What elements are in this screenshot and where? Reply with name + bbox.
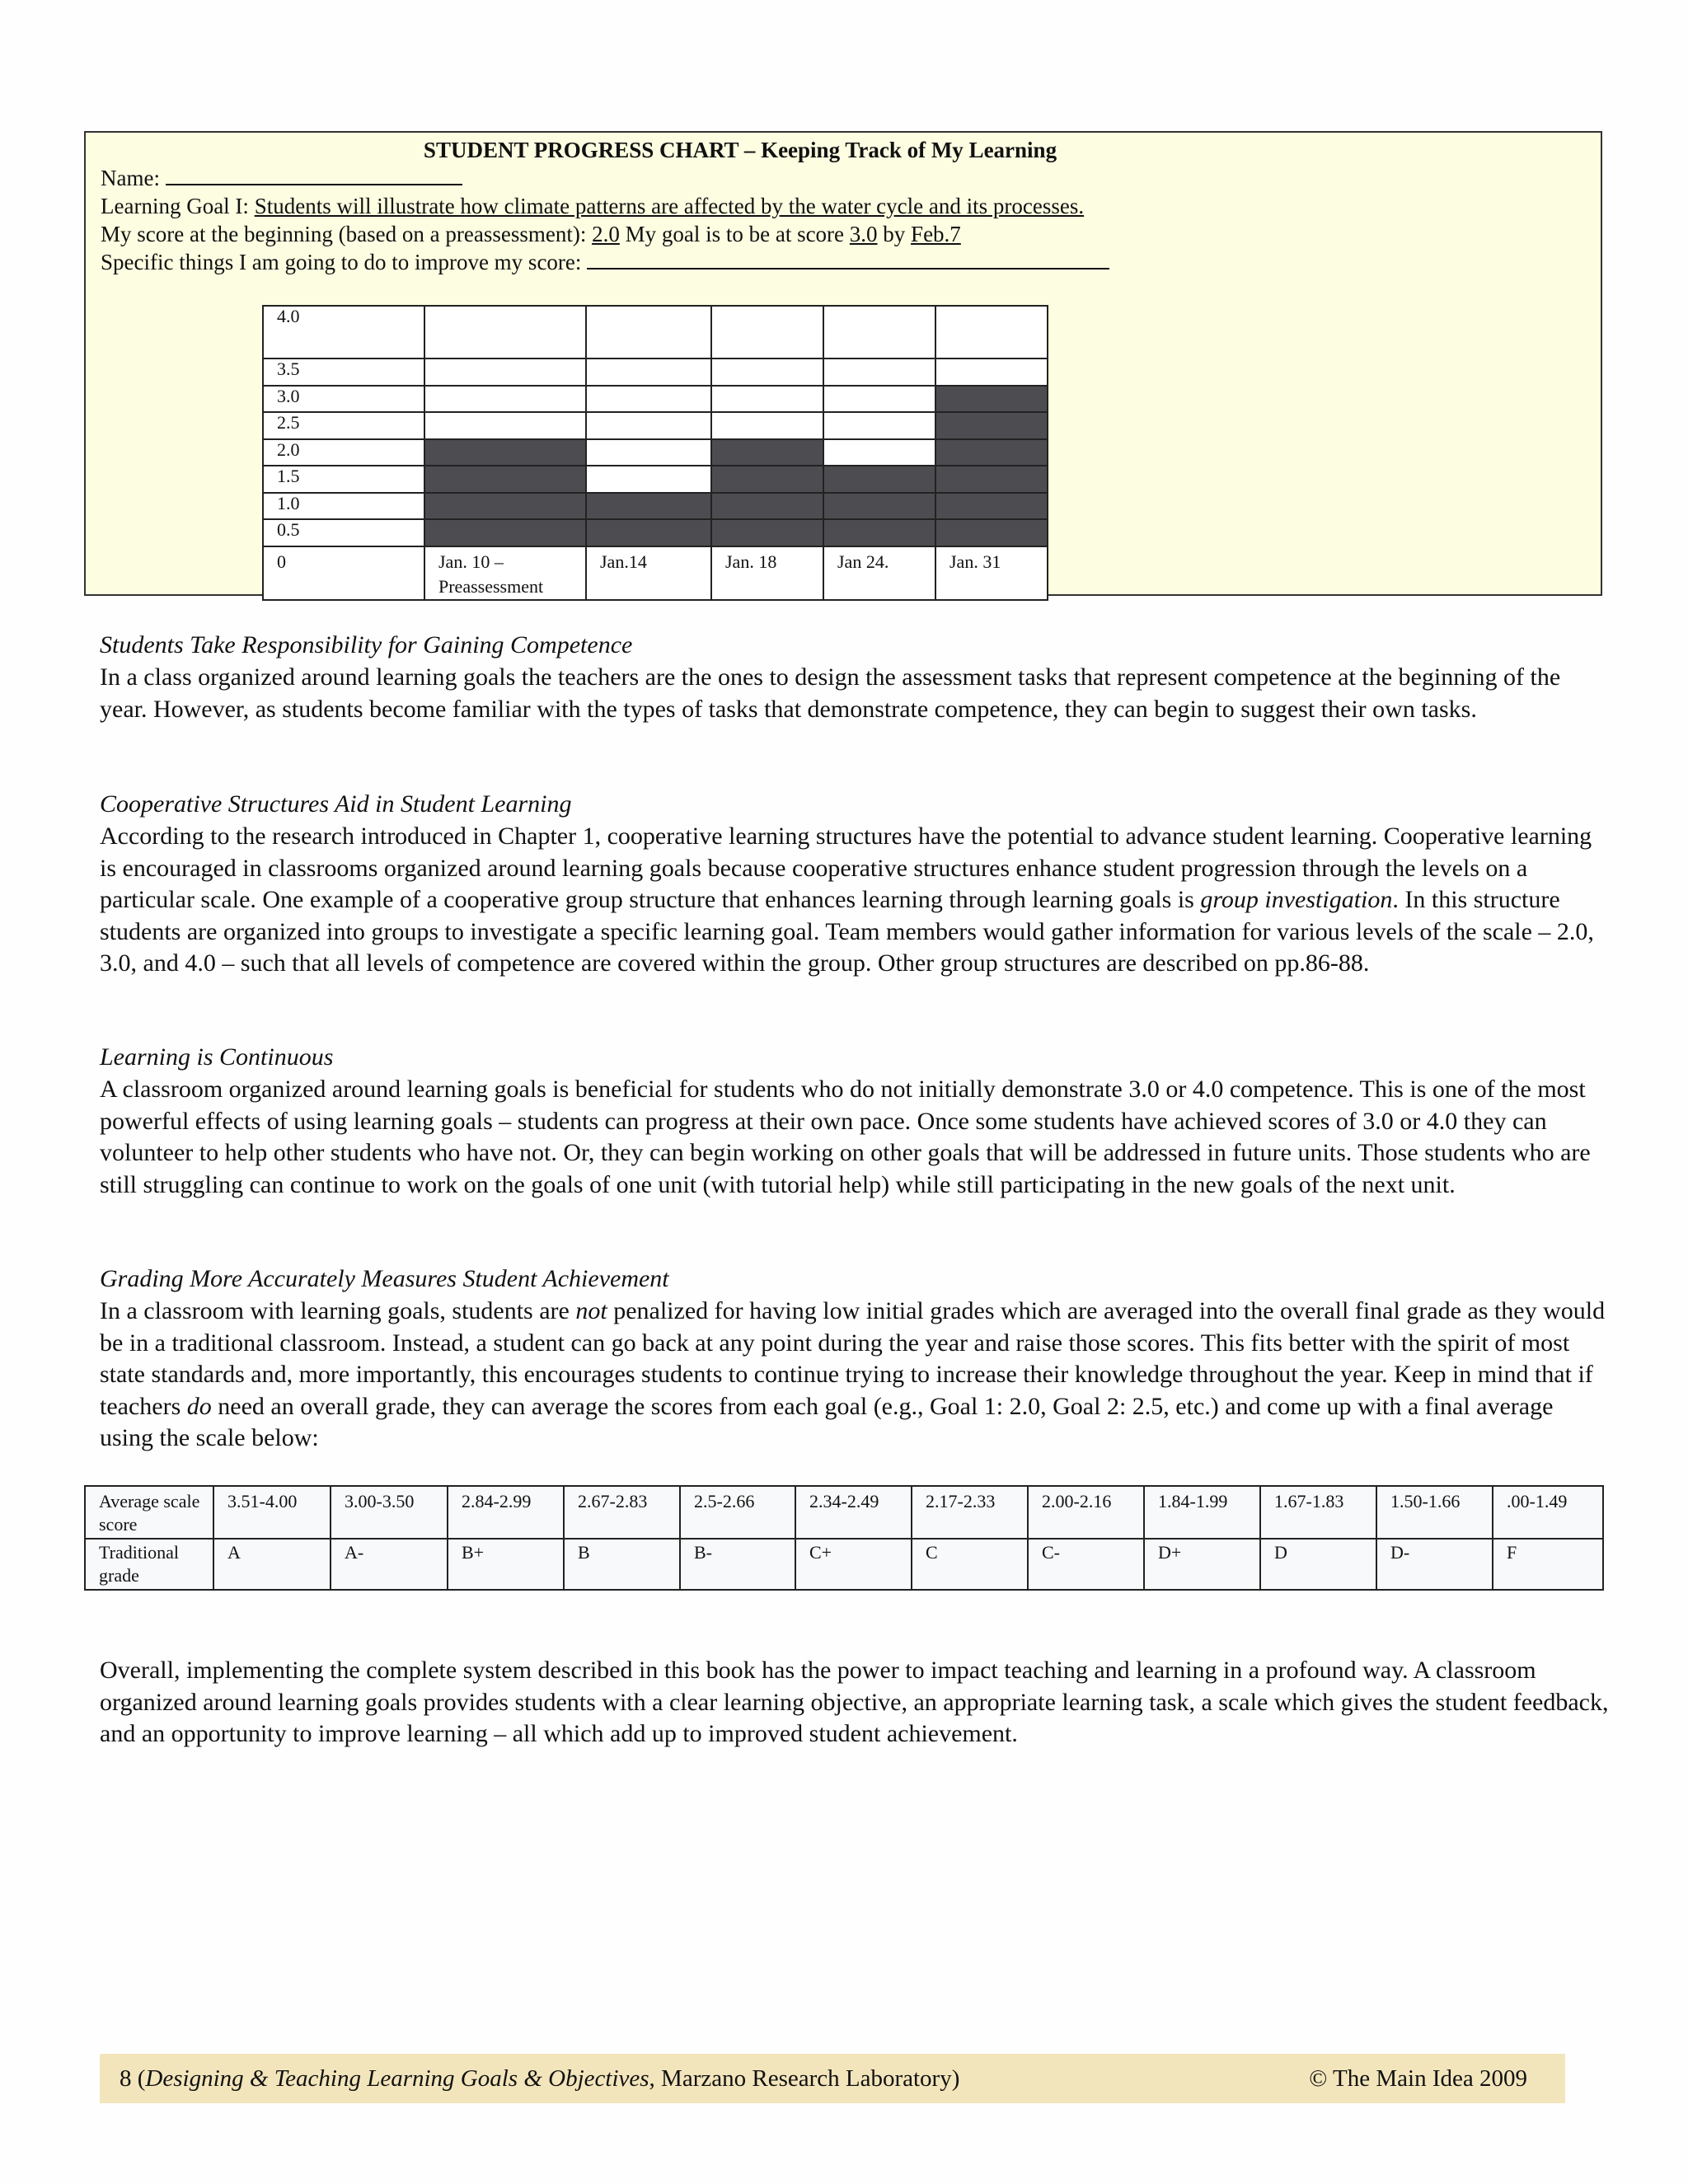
grade-cell: D+: [1144, 1539, 1260, 1590]
emphasis-text: do: [186, 1392, 212, 1420]
grid-cell: [586, 466, 711, 493]
score-range-cell: .00-1.49: [1493, 1486, 1603, 1539]
grid-cell: [823, 306, 935, 359]
score-range-cell: 3.00-3.50: [331, 1486, 448, 1539]
grade-cell: B: [564, 1539, 680, 1590]
score-range-cell: 1.67-1.83: [1260, 1486, 1376, 1539]
scale-label: 0.5: [263, 519, 424, 546]
scale-label: 0: [263, 546, 424, 600]
table-row: [85, 1486, 1603, 1539]
grade-cell: B-: [680, 1539, 795, 1590]
grid-cell: [823, 412, 935, 439]
grid-cell: [586, 359, 711, 386]
grid-row: [263, 412, 1048, 439]
section-heading: Students Take Responsibility for Gaining Competence: [100, 631, 633, 658]
grid-cell: [424, 386, 586, 412]
grade-cell: C: [912, 1539, 1028, 1590]
grade-cell: F: [1493, 1539, 1603, 1590]
grade-cell: D: [1260, 1539, 1376, 1590]
beginning-score: 2.0: [592, 222, 620, 246]
section-body: In a classroom with learning goals, students are not penalized for having low initial grades which are averaged into the overall final grade as they would be in a traditional classroom. Instead, a student can go back at any point during the year and raise those scores. This fits better with the spirit of most state standards and, more importantly, this encourages students to continue trying to increase their knowledge throughout the year. Keep in mind that if teachers do need an overall grade, they can average the scores from each goal (e.g., Goal 1: 2.0, Goal 2: 2.5, etc.) and come up with a final average using the scale below:: [100, 1297, 1606, 1451]
progress-bar-segment: [424, 493, 586, 519]
grid-cell: [823, 439, 935, 466]
progress-bar-segment: [935, 466, 1048, 493]
table-row: [85, 1539, 1603, 1590]
score-range-cell: 2.84-2.99: [448, 1486, 564, 1539]
date-label: Jan. 31: [935, 546, 1048, 600]
footer-citation: 8 (Designing & Teaching Learning Goals & Objectives, Marzano Research Laboratory): [120, 2065, 960, 2092]
name-blank: [166, 164, 462, 185]
scale-label: 4.0: [263, 306, 424, 359]
date-label: Jan 24.: [823, 546, 935, 600]
grid-cell: [586, 306, 711, 359]
grid-cell: [823, 359, 935, 386]
grid-cell: [586, 412, 711, 439]
progress-bar-segment: [424, 466, 586, 493]
progress-bar-segment: [711, 519, 823, 546]
progress-bar-segment: [424, 439, 586, 466]
section-heading: Learning is Continuous: [100, 1043, 334, 1071]
section-heading: Cooperative Structures Aid in Student Learning: [100, 790, 572, 818]
progress-bar-segment: [424, 519, 586, 546]
row-header: Traditional grade: [85, 1539, 213, 1590]
progress-bar-segment: [711, 439, 823, 466]
date-label: Jan.14: [586, 546, 711, 600]
progress-bar-segment: [935, 519, 1048, 546]
date-label: Jan. 18: [711, 546, 823, 600]
section-body: According to the research introduced in Chapter 1, cooperative learning structures have the potential to advance student learning. Cooperative learning is encouraged in classrooms organized around learning goals because cooperative structures enhance student progression through the levels on a particular scale. One example of a cooperative group structure that enhances learning through learning goals is group investigation. In this structure students are organized into groups to investigate a specific learning goal. Team members would gather information for various levels of the scale – 2.0, 3.0, and 4.0 – such that all levels of competence are covered within the group. Other group structures are described on pp.86-88.: [100, 823, 1594, 977]
grid-cell: [424, 306, 586, 359]
grid-row: [263, 493, 1048, 519]
grid-cell: [711, 386, 823, 412]
emphasis-text: not: [575, 1297, 607, 1324]
grid-cell: [586, 386, 711, 412]
grid-cell: [586, 439, 711, 466]
grade-cell: A: [213, 1539, 331, 1590]
score-line: My score at the beginning (based on a preassessment): 2.0 My goal is to be at score 3.0 by Feb.7: [101, 222, 961, 246]
section-heading: Grading More Accurately Measures Student Achievement: [100, 1265, 669, 1292]
grid-cell: [935, 306, 1048, 359]
footer-copyright: © The Main Idea 2009: [1309, 2065, 1527, 2092]
date-label: Jan. 10 – Preassessment: [424, 546, 586, 600]
progress-bar-segment: [711, 466, 823, 493]
grid-cell: [424, 359, 586, 386]
scale-label: 1.5: [263, 466, 424, 493]
score-range-cell: 1.84-1.99: [1144, 1486, 1260, 1539]
page-footer: [100, 2054, 1565, 2103]
grade-scale-table: [84, 1485, 1604, 1591]
chart-title: STUDENT PROGRESS CHART – Keeping Track of My Learning: [423, 138, 1057, 162]
progress-bar-segment: [935, 386, 1048, 412]
grid-cell: [935, 359, 1048, 386]
book-title: Designing & Teaching Learning Goals & Objectives: [145, 2065, 649, 2092]
grid-row: [263, 359, 1048, 386]
grid-row: [263, 546, 1048, 600]
grid-row: [263, 306, 1048, 359]
progress-bar-segment: [586, 519, 711, 546]
progress-bar-segment: [586, 493, 711, 519]
score-range-cell: 1.50-1.66: [1376, 1486, 1493, 1539]
learning-goal-line: Learning Goal I: Students will illustrate how climate patterns are affected by the water cycle and its processes.: [101, 194, 1085, 218]
grid-cell: [711, 359, 823, 386]
grade-cell: C+: [795, 1539, 912, 1590]
score-range-cell: 2.00-2.16: [1028, 1486, 1144, 1539]
progress-bar-segment: [935, 439, 1048, 466]
grid-cell: [711, 412, 823, 439]
learning-goal-text: Students will illustrate how climate patterns are affected by the water cycle and its processes.: [254, 194, 1085, 218]
improve-blank: [587, 248, 1109, 269]
goal-date: Feb.7: [911, 222, 961, 246]
grid-row: [263, 519, 1048, 546]
score-range-cell: 2.67-2.83: [564, 1486, 680, 1539]
score-range-cell: 2.17-2.33: [912, 1486, 1028, 1539]
page-number: 8: [120, 2065, 132, 2092]
score-range-cell: 2.34-2.49: [795, 1486, 912, 1539]
emphasis-text: group investigation: [1200, 886, 1393, 913]
grid-cell: [823, 386, 935, 412]
scale-label: 3.5: [263, 359, 424, 386]
progress-bar-segment: [711, 493, 823, 519]
progress-grid: [262, 305, 1048, 601]
progress-bar-segment: [935, 412, 1048, 439]
scale-label: 1.0: [263, 493, 424, 519]
grade-cell: C-: [1028, 1539, 1144, 1590]
progress-bar-segment: [935, 493, 1048, 519]
score-range-cell: 3.51-4.00: [213, 1486, 331, 1539]
grid-cell: [424, 412, 586, 439]
grade-cell: A-: [331, 1539, 448, 1590]
section-body: In a class organized around learning goals the teachers are the ones to design the assessment tasks that represent competence at the beginning of the year. However, as students become familiar with the types of tasks that demonstrate competence, they can begin to suggest their own tasks.: [100, 663, 1561, 723]
progress-bar-segment: [823, 466, 935, 493]
name-line: Name:: [101, 164, 462, 192]
grade-cell: D-: [1376, 1539, 1493, 1590]
scale-label: 2.5: [263, 412, 424, 439]
scale-label: 2.0: [263, 439, 424, 466]
progress-bar-segment: [823, 493, 935, 519]
grade-cell: B+: [448, 1539, 564, 1590]
progress-bar-segment: [823, 519, 935, 546]
scale-label: 3.0: [263, 386, 424, 412]
grid-row: [263, 466, 1048, 493]
score-range-cell: 2.5-2.66: [680, 1486, 795, 1539]
progress-chart-box: [84, 131, 1602, 596]
section-body: A classroom organized around learning goals is beneficial for students who do not initially demonstrate 3.0 or 4.0 competence. This is one of the most powerful effects of using learning goals – students can progress at their own pace. Once some students have achieved scores of 3.0 or 4.0 they can volunteer to help other students who have not. Or, they can begin working on other goals that will be addressed in future units. Those students who are still struggling can continue to work on the goals of one unit (with tutorial help) while still participating in the new goals of the next unit.: [100, 1076, 1591, 1198]
closing-paragraph: Overall, implementing the complete system described in this book has the power to impact teaching and learning in a profound way. A classroom organized around learning goals provides students with a clear learning objective, an appropriate learning task, a scale which gives the student feedback, and an opportunity to improve learning – all which add up to improved student achievement.: [100, 1657, 1609, 1747]
grid-row: [263, 386, 1048, 412]
goal-score: 3.0: [849, 222, 878, 246]
grid-row: [263, 439, 1048, 466]
row-header: Average scale score: [85, 1486, 213, 1539]
grid-cell: [711, 306, 823, 359]
improve-line: Specific things I am going to do to improve my score:: [101, 248, 1109, 276]
